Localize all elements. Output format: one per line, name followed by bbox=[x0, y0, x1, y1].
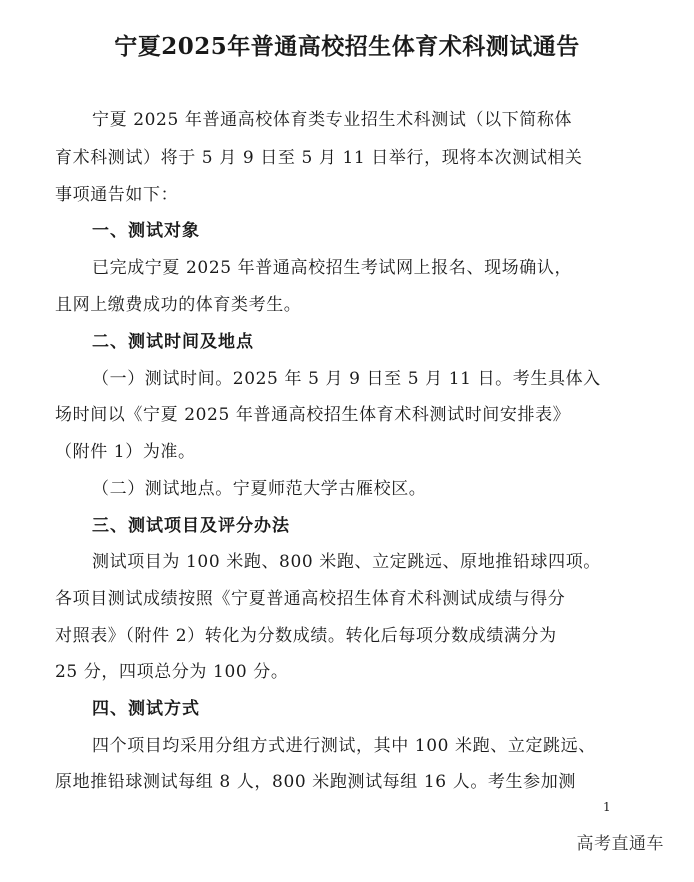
paragraph-line: （一）测试时间。2025 年 5 月 9 日至 5 月 11 日。考生具体入 bbox=[92, 369, 601, 389]
paragraph-line: 且网上缴费成功的体育类考生。 bbox=[55, 295, 302, 315]
paragraph-line: 测试项目为 100 米跑、800 米跑、立定跳远、原地推铅球四项。 bbox=[92, 552, 601, 572]
paragraph-line: 原地推铅球测试每组 8 人，800 米跑测试每组 16 人。考生参加测 bbox=[55, 772, 576, 792]
paragraph-line: （附件 1）为准。 bbox=[55, 442, 196, 462]
paragraph-line: 对照表》（附件 2）转化为分数成绩。转化后每项分数成绩满分为 bbox=[55, 626, 557, 646]
section-heading: 三、测试项目及评分办法 bbox=[92, 516, 290, 536]
paragraph-line: 场时间以《宁夏 2025 年普通高校招生体育术科测试时间安排表》 bbox=[55, 405, 571, 425]
paragraph-line: 育术科测试）将于 5 月 9 日至 5 月 11 日举行，现将本次测试相关 bbox=[55, 148, 583, 168]
page-title: 宁夏2025年普通高校招生体育术科测试通告 bbox=[114, 33, 580, 60]
paragraph-line: （二）测试地点。宁夏师范大学古雁校区。 bbox=[92, 479, 427, 499]
paragraph-line: 25 分，四项总分为 100 分。 bbox=[55, 662, 289, 682]
section-heading: 四、测试方式 bbox=[92, 699, 200, 719]
section-heading: 二、测试时间及地点 bbox=[92, 332, 254, 352]
section-heading: 一、测试对象 bbox=[92, 221, 200, 241]
paragraph-line: 事项通告如下： bbox=[55, 185, 179, 205]
paragraph-line: 宁夏 2025 年普通高校体育类专业招生术科测试（以下简称体 bbox=[92, 110, 573, 130]
paragraph-line: 已完成宁夏 2025 年普通高校招生考试网上报名、现场确认， bbox=[92, 258, 573, 278]
paragraph-line: 四个项目均采用分组方式进行测试，其中 100 米跑、立定跳远、 bbox=[92, 736, 596, 756]
watermark-text: 高考直通车 bbox=[576, 834, 664, 854]
paragraph-line: 各项目测试成绩按照《宁夏普通高校招生体育术科测试成绩与得分 bbox=[55, 589, 566, 609]
page-number: 1 bbox=[603, 800, 611, 814]
